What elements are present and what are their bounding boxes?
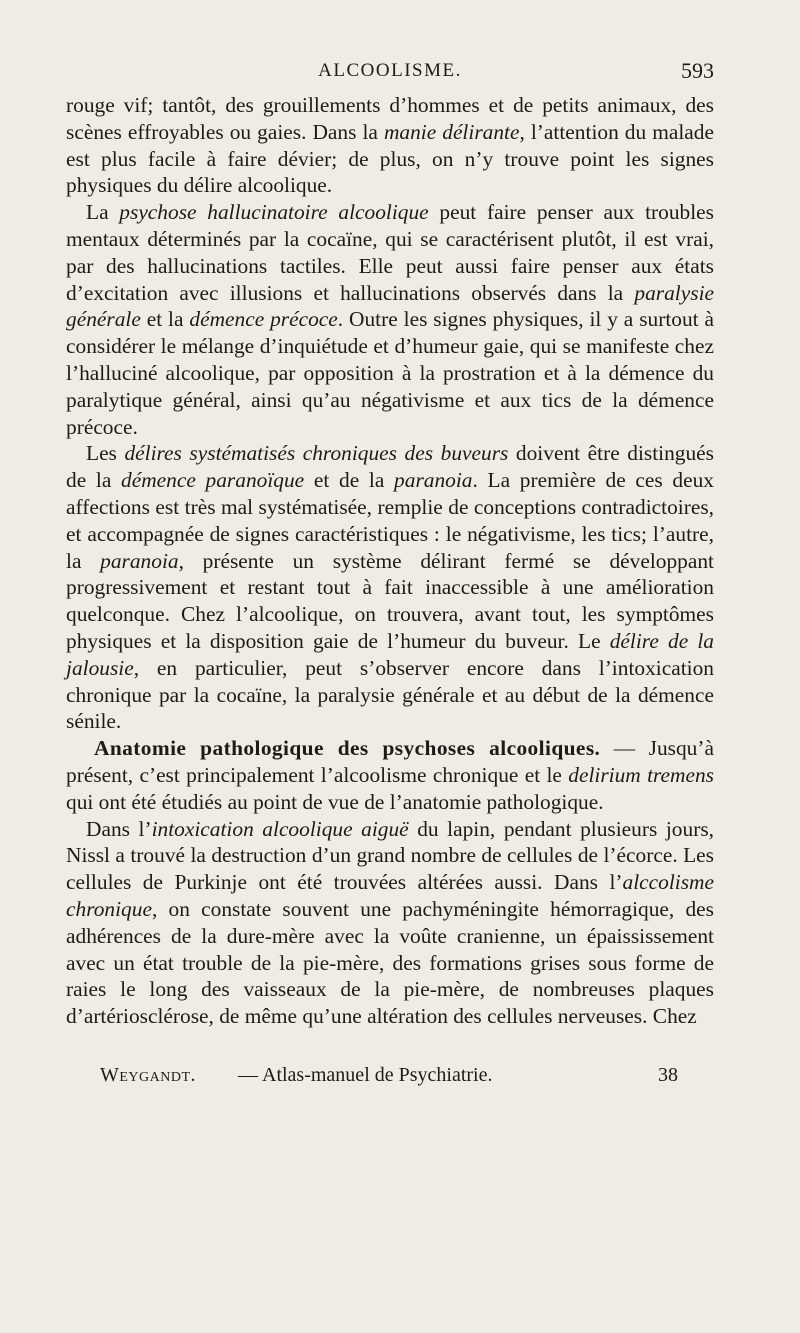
italic-term: manie délirante: [383, 119, 520, 144]
footer-book-title: Atlas-manuel de Psychiatrie.: [262, 1064, 493, 1086]
page-number: 593: [681, 58, 714, 83]
text-run: peut faire penser aux troubles mentaux déterminés par la cocaïne, qui se caractérisent plutôt, il est vrai, par des hallucinations tactiles. Elle peut aussi faire penser aux états d’excitation avec illusions et hallucinations observés dans la: [66, 200, 714, 305]
text-run: La: [86, 200, 120, 225]
text-run: qui ont été étudiés au point de vue de l’anatomie pathologique.: [66, 789, 604, 814]
paragraph-5: [66, 816, 714, 1030]
text-run: et de la: [304, 468, 395, 493]
page-footer: [66, 1064, 714, 1094]
italic-term: démence paranoïque: [121, 468, 305, 493]
text-run: , on constate souvent une pachyméningite hémorragique, des adhérences de la dure-mère avec la voûte cranienne, un épaississement avec un état trouble de la pie-mère, des formations grises sous forme de raies le long des vaisseaux de la pie-mère, de nombreuses plaques d’artériosclérose, de même qu’une altération des cellules nerveuses. Chez: [66, 896, 714, 1029]
footer-author: Weygandt.: [100, 1064, 197, 1086]
page-header: [66, 58, 714, 84]
running-title: ALCOOLISME.: [318, 60, 462, 81]
text-run: . Outre les signes physiques, il y a surtout à considérer le mélange d’inquiétude et d’humeur gaie, qui se manifeste chez l’halluciné alcoolique, par opposition à la prostration et à la démence du paralytique général, ainsi qu’au négativisme et aux tics de la démence précoce.: [66, 307, 714, 439]
italic-term: paranoia: [100, 548, 179, 573]
italic-term: psychose hallucinatoire alcoolique: [119, 200, 429, 225]
text-run: doivent être distingués de la: [66, 441, 714, 493]
text-run: , l’attention du malade est plus facile à faire dévier; de plus, on n’y trouve point les signes physiques du délire alcoolique.: [66, 119, 714, 198]
body-text: [66, 92, 714, 1030]
footer-signature: 38: [658, 1064, 678, 1086]
paragraph-1: [66, 92, 714, 199]
text-run: . La première de ces deux affections est très mal systématisée, remplie de conceptions contradictoires, et accompagnée de signes caractéristiques : le négativisme, les tics; l’autre, la: [66, 468, 714, 573]
italic-term: alccolisme chronique: [66, 870, 714, 921]
italic-term: paralysie générale: [66, 280, 714, 332]
text-run: , en particulier, peut s’observer encore dans l’intoxication chronique par la cocaïne, la paralysie générale et au début de la démence sénile.: [66, 655, 714, 734]
text-run: Les: [86, 441, 125, 466]
italic-term: délires systématisés chroniques des buveurs: [124, 441, 509, 466]
italic-term: intoxication alcoolique aiguë: [151, 816, 409, 841]
footer-separator: —: [238, 1064, 258, 1086]
text-run: Dans l’: [86, 816, 152, 841]
text-run: rouge vif; tantôt, des grouillements d’hommes et de petits animaux, des scènes effroyables ou gaies. Dans la: [66, 93, 714, 144]
paragraph-2: [66, 199, 714, 440]
paragraph-4-section-anatomie: [66, 735, 714, 815]
italic-term: démence précoce: [189, 307, 338, 332]
text-run: du lapin, pendant plusieurs jours, Nissl a trouvé la destruction d’un grand nombre de cellules de l’écorce. Les cellules de Purkinje ont été trouvées altérées aussi. Dans l’: [66, 816, 714, 895]
italic-term: delirium tremens: [568, 762, 714, 787]
text-run: et la: [140, 307, 190, 332]
italic-term: paranoia: [394, 468, 473, 493]
text-run: — Jusqu’à présent, c’est principalement l’alcoolisme chronique et le: [66, 736, 714, 787]
section-heading: Anatomie pathologique des psychoses alcooliques.: [94, 736, 601, 761]
text-run: , présente un système délirant fermé se développant progressivement et restant tout à fait inaccessible à une amélioration quelconque. Chez l’alcoolique, on trouvera, avant tout, les symptômes physiques et la disposition gaie de l’humeur du buveur. Le: [66, 548, 714, 653]
italic-term: délire de la jalousie: [66, 628, 714, 680]
paragraph-3: [66, 440, 714, 735]
